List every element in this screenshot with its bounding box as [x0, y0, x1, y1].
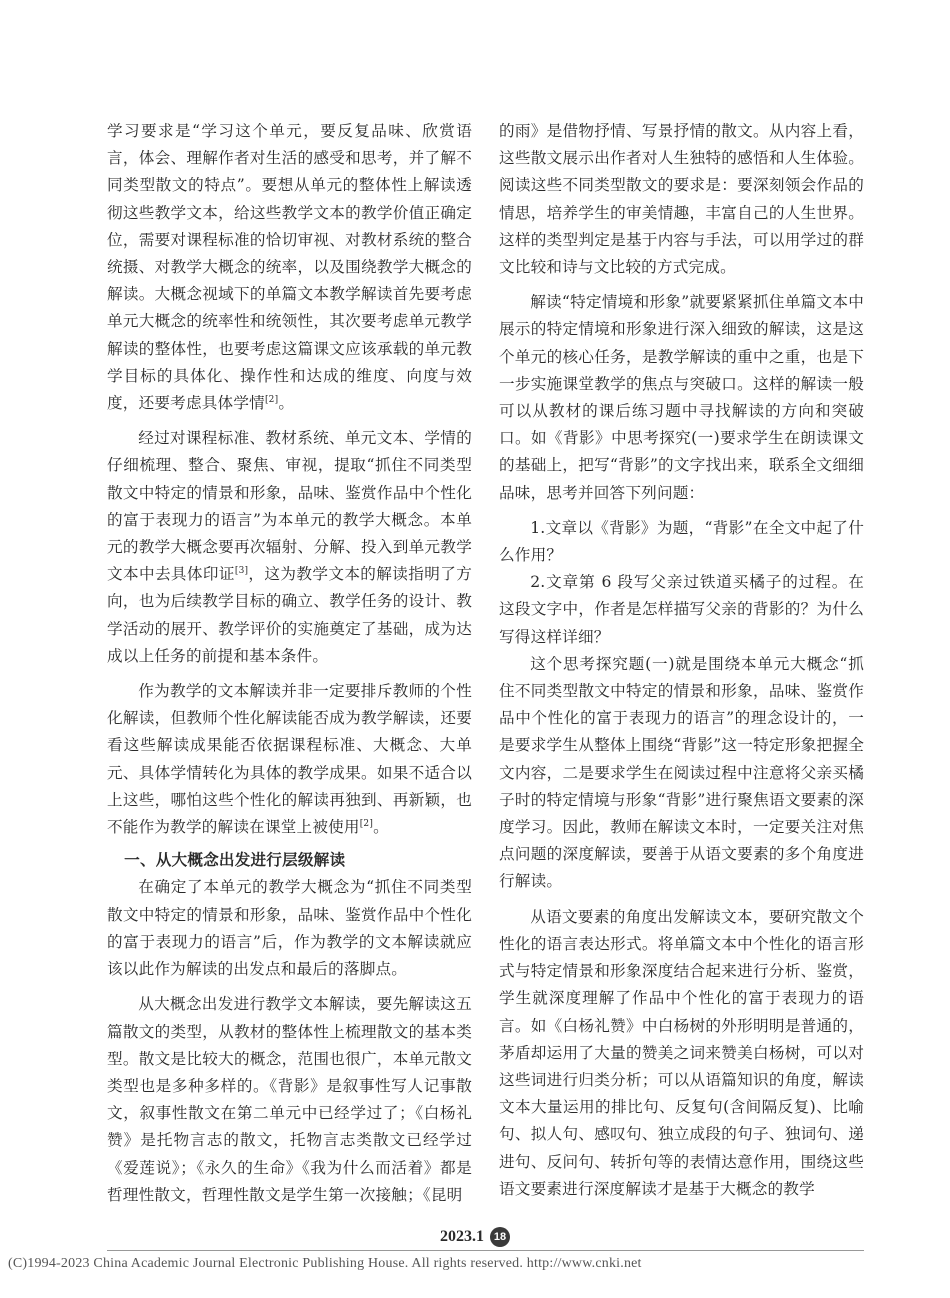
left-column	[107, 118, 472, 1209]
paragraph: 在确定了本单元的教学大概念为“抓住不同类型散文中特定的情景和形象，品味、鉴赏作品中个性化的富于表现力的语言”后，作为教学的文本解读就应该以此作为解读的出发点和最后的落脚点。	[107, 878, 472, 979]
paragraph: 的雨》是借物抒情、写景抒情的散文。从内容上看，这些散文展示出作者对人生独特的感悟和人生体验。阅读这些不同类型散文的要求是：要深刻领会作品的情思，培养学生的审美情趣，丰富自己的人生世界。这样的类型判定是基于内容与手法，可以用学过的群文比较和诗与文比较的方式完成。	[499, 122, 864, 277]
paragraph: 这个思考探究题(一)就是围绕本单元大概念“抓住不同类型散文中特定的情景和形象，品味、鉴赏作品中个性化的富于表现力的语言”的理念设计的，一是要求学生从整体上围绕“背影”这一特定形象把握全文内容，二是要求学生在阅读过程中注意将父亲买橘子时的特定情境与形象“背影”进行聚焦语文要素的深度学习。因此，教师在解读文本时，一定要关注对焦点问题的深度解读，要善于从语文要素的多个角度进行解读。	[499, 654, 864, 891]
paragraph: 作为教学的文本解读并非一定要排斥教师的个性化解读，但教师个性化解读能否成为教学解读，还要看这些解读成果能否依据课程标准、大概念、大单元、具体学情转化为具体的教学成果。如果不适合以上这些，哪怕这些个性化的解读再独到、再新颖，也不能作为教学的解读在课堂上被使用[2]。	[107, 682, 472, 837]
issue-date: 2023.1	[440, 1228, 484, 1245]
footer-divider	[107, 1250, 864, 1251]
right-column	[499, 118, 864, 1203]
page-footer	[0, 1227, 950, 1247]
page-number: 18	[490, 1227, 510, 1247]
copyright-notice: (C)1994-2023 China Academic Journal Electronic Publishing House. All rights reserved. http://www.cnki.net	[8, 1256, 642, 1271]
paragraph: 经过对课程标准、教材系统、单元文本、学情的仔细梳理、整合、聚焦、审视，提取“抓住不同类型散文中特定的情景和形象，品味、鉴赏作品中个性化的富于表现力的语言”为本单元的教学大概念。本单元的教学大概念要再次辐射、分解、投入到单元教学文本中去具体印证[3]，这为教学文本的解读指明了方向，也为后续教学目标的确立、教学任务的设计、教学活动的展开、教学评价的实施奠定了基础，成为达成以上任务的前提和基本条件。	[107, 429, 472, 665]
question-2: 2.文章第 6 段写父亲过铁道买橘子的过程。在这段文字中，作者是怎样描写父亲的背影的？为什么写得这样详细？	[499, 573, 864, 646]
question-1: 1.文章以《背影》为题，“背影”在全文中起了什么作用？	[499, 518, 864, 565]
section-heading: 一、从大概念出发进行层级解读	[124, 851, 346, 870]
citation-ref: [2]	[359, 818, 374, 829]
paragraph: 解读“特定情境和形象”就要紧紧抓住单篇文本中展示的特定情境和形象进行深入细致的解读，这是这个单元的核心任务，是教学解读的重中之重，也是下一步实施课堂教学的焦点与突破口。这样的解读一般可以从教材的课后练习题中寻找解读的方向和突破口。如《背影》中思考探究(一)要求学生在朗读课文的基础上，把写“背影”的文字找出来，联系全文细细品味，思考并回答下列问题：	[499, 293, 864, 502]
paragraph: 从语文要素的角度出发解读文本，要研究散文个性化的语言表达形式。将单篇文本中个性化的语言形式与特定情景和形象深度结合起来进行分析、鉴赏，学生就深度理解了作品中个性化的富于表现力的语言。如《白杨礼赞》中白杨树的外形明明是普通的，茅盾却运用了大量的赞美之词来赞美白杨树，可以对这些词进行归类分析；可以从语篇知识的角度，解读文本大量运用的排比句、反复句(含间隔反复)、比喻句、拟人句、感叹句、独立成段的句子、独词句、递进句、反问句、转折句等的表情达意作用，围绕这些语文要素进行深度解读才是基于大概念的教学	[499, 907, 864, 1198]
citation-ref: [3]	[234, 566, 249, 577]
paragraph: 学习要求是“学习这个单元，要反复品味、欣赏语言，体会、理解作者对生活的感受和思考，并了解不同类型散文的特点”。要想从单元的整体性上解读透彻这些教学文本，给这些教学文本的教学价值正确定位，需要对课程标准的恰切审视、对教材系统的整合统摄、对教学大概念的统率，以及围绕教学大概念的解读。大概念视域下的单篇文本教学解读首先要考虑单元大概念的统率性和统领性，其次要考虑单元教学解读的整体性，也要考虑这篇课文应该承载的单元教学目标的具体化、操作性和达成的维度、向度与效度，还要考虑具体学情[2]。	[107, 122, 472, 413]
citation-ref: [2]	[264, 394, 279, 405]
paragraph: 从大概念出发进行教学文本解读，要先解读这五篇散文的类型，从教材的整体性上梳理散文的基本类型。散文是比较大的概念，范围也很广，本单元散文类型也是多种多样的。《背影》是叙事性写人记事散文，叙事性散文在第二单元中已经学过了；《白杨礼赞》是托物言志的散文，托物言志类散文已经学过《爱莲说》；《永久的生命》《我为什么而活着》都是哲理性散文，哲理性散文是学生第一次接触；《昆明	[107, 995, 472, 1204]
